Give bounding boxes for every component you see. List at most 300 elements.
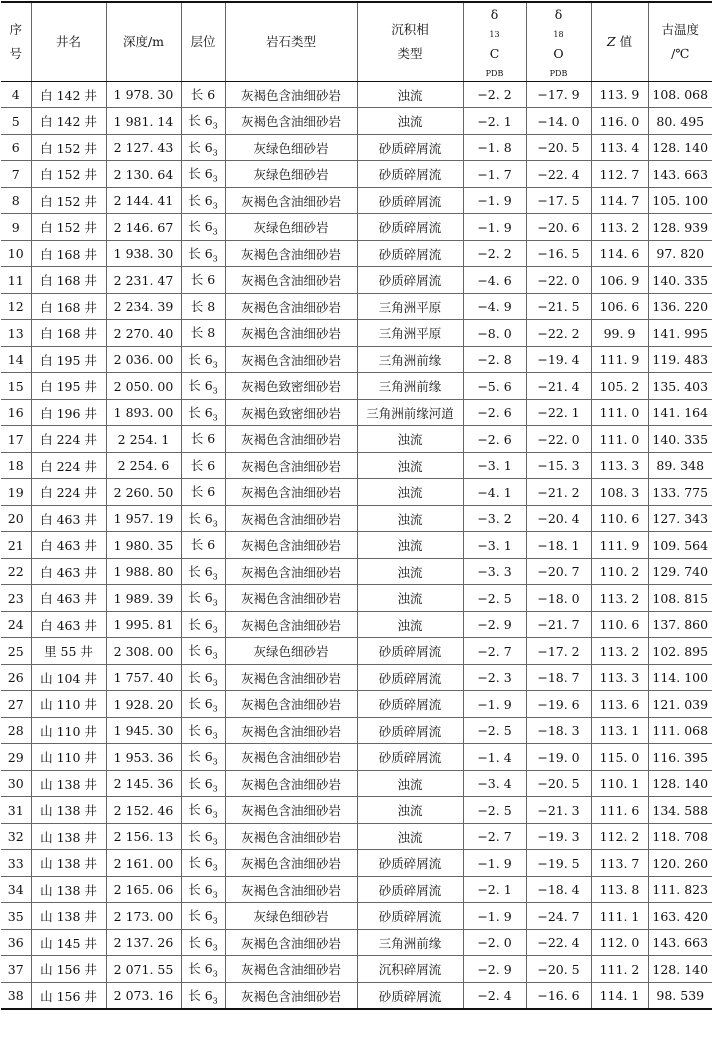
cell-rock: 灰褐色含油细砂岩: [225, 585, 357, 612]
cell-layer-main: 长 6: [188, 378, 213, 394]
cell-layer-main: 长 6: [188, 881, 213, 897]
cell-layer-main: 长 6: [190, 86, 216, 102]
cell-layer: [181, 320, 225, 347]
cell-layer: [181, 267, 225, 294]
cell-temp: 136. 220: [648, 293, 712, 320]
cell-d13c: −2. 5: [463, 797, 526, 824]
cell-layer-main: 长 6: [188, 192, 213, 208]
cell-layer-main: 长 6: [190, 431, 216, 447]
cell-layer-main: 长 6: [188, 245, 213, 261]
cell-d13c: −3. 4: [463, 770, 526, 797]
cell-depth: 2 270. 40: [106, 320, 181, 347]
cell-no: 26: [1, 664, 31, 691]
cell-temp: 105. 100: [648, 187, 712, 214]
cell-well: 白 195 井: [31, 373, 106, 400]
cell-no: 23: [1, 585, 31, 612]
header-seq-line1: 序: [9, 22, 22, 38]
header-layer: 层位: [181, 2, 225, 81]
cell-well: 白 463 井: [31, 505, 106, 532]
cell-no: 12: [1, 293, 31, 320]
cell-well: 白 463 井: [31, 585, 106, 612]
cell-z: 113. 2: [591, 585, 648, 612]
cell-depth: 1 978. 30: [106, 81, 181, 108]
table-row: [1, 611, 712, 638]
cell-layer: [181, 399, 225, 426]
cell-d18o: −21. 5: [526, 293, 591, 320]
header-paleotemp: [648, 2, 712, 81]
cell-layer: [181, 187, 225, 214]
cell-layer-main: 长 6: [188, 828, 213, 844]
table-row: [1, 903, 712, 930]
cell-d18o: −22. 0: [526, 426, 591, 453]
table-row: [1, 505, 712, 532]
cell-layer-sub: 3: [212, 360, 218, 370]
cell-d18o: −22. 4: [526, 929, 591, 956]
cell-layer-sub: 3: [212, 969, 218, 979]
cell-d18o: −24. 7: [526, 903, 591, 930]
cell-no: 9: [1, 214, 31, 241]
cell-layer-sub: 3: [212, 413, 218, 423]
cell-temp: 89. 348: [648, 452, 712, 479]
cell-layer-sub: 3: [212, 731, 218, 741]
cell-layer-main: 长 6: [188, 749, 213, 765]
cell-layer-main: 长 6: [188, 643, 213, 659]
cell-temp: 97. 820: [648, 240, 712, 267]
cell-temp: 102. 895: [648, 638, 712, 665]
cell-facies: 三角洲平原: [357, 293, 463, 320]
cell-facies: 砂质碎屑流: [357, 638, 463, 665]
header-d13c-delta: δ: [490, 7, 499, 22]
cell-layer-main: 长 8: [190, 298, 216, 314]
cell-facies: 砂质碎屑流: [357, 876, 463, 903]
cell-no: 32: [1, 823, 31, 850]
cell-rock: 灰褐色含油细砂岩: [225, 558, 357, 585]
cell-d18o: −22. 2: [526, 320, 591, 347]
cell-facies: 浊流: [357, 479, 463, 506]
cell-no: 15: [1, 373, 31, 400]
header-d18o: [526, 2, 591, 81]
cell-layer-sub: 3: [212, 598, 218, 608]
header-d18o-el: O: [553, 45, 564, 61]
cell-layer-main: 长 6: [188, 908, 213, 924]
cell-z: 112. 0: [591, 929, 648, 956]
cell-depth: 2 165. 06: [106, 876, 181, 903]
cell-rock: 灰褐色含油细砂岩: [225, 505, 357, 532]
cell-rock: 灰褐色含油细砂岩: [225, 611, 357, 638]
cell-temp: 80. 495: [648, 108, 712, 135]
cell-layer-main: 长 8: [190, 325, 216, 341]
table-row: [1, 426, 712, 453]
cell-no: 16: [1, 399, 31, 426]
cell-depth: 1 893. 00: [106, 399, 181, 426]
cell-layer: [181, 240, 225, 267]
cell-d18o: −21. 2: [526, 479, 591, 506]
cell-z: 113. 6: [591, 691, 648, 718]
cell-no: 29: [1, 744, 31, 771]
cell-layer-main: 长 6: [190, 457, 216, 473]
table-row: [1, 797, 712, 824]
cell-facies: 三角洲平原: [357, 320, 463, 347]
cell-temp: 128. 140: [648, 956, 712, 983]
cell-layer-main: 长 6: [188, 563, 213, 579]
cell-well: 白 463 井: [31, 611, 106, 638]
cell-d13c: −2. 9: [463, 611, 526, 638]
cell-no: 18: [1, 452, 31, 479]
cell-no: 31: [1, 797, 31, 824]
cell-d18o: −14. 0: [526, 108, 591, 135]
cell-rock: 灰褐色含油细砂岩: [225, 691, 357, 718]
cell-facies: 浊流: [357, 452, 463, 479]
cell-no: 5: [1, 108, 31, 135]
table-row: [1, 346, 712, 373]
cell-rock: 灰褐色含油细砂岩: [225, 956, 357, 983]
cell-d18o: −16. 6: [526, 982, 591, 1009]
header-d18o-delta: δ: [554, 7, 563, 22]
cell-facies: 砂质碎屑流: [357, 664, 463, 691]
cell-layer: [181, 452, 225, 479]
cell-depth: 2 254. 6: [106, 452, 181, 479]
cell-depth: 2 073. 16: [106, 982, 181, 1009]
cell-rock: 灰褐色含油细砂岩: [225, 108, 357, 135]
header-d18o-sub: PDB: [549, 68, 568, 78]
cell-temp: 133. 775: [648, 479, 712, 506]
table-row: [1, 214, 712, 241]
cell-rock: 灰褐色含油细砂岩: [225, 452, 357, 479]
cell-layer-main: 长 6: [188, 590, 213, 606]
table-row: [1, 134, 712, 161]
cell-layer-main: 长 6: [188, 616, 213, 632]
cell-d13c: −2. 0: [463, 929, 526, 956]
cell-d18o: −17. 9: [526, 81, 591, 108]
cell-layer-main: 长 6: [188, 404, 213, 420]
cell-layer-sub: 3: [212, 863, 218, 873]
cell-no: 33: [1, 850, 31, 877]
cell-d18o: −20. 7: [526, 558, 591, 585]
cell-no: 25: [1, 638, 31, 665]
cell-layer: [181, 373, 225, 400]
cell-layer-main: 长 6: [188, 139, 213, 155]
cell-layer-main: 长 6: [188, 802, 213, 818]
cell-no: 22: [1, 558, 31, 585]
cell-layer-sub: 3: [212, 227, 218, 237]
cell-d13c: −2. 1: [463, 108, 526, 135]
cell-depth: 1 928. 20: [106, 691, 181, 718]
cell-well: 白 152 井: [31, 161, 106, 188]
header-rock-type: 岩石类型: [225, 2, 357, 81]
cell-z: 106. 6: [591, 293, 648, 320]
cell-facies: 三角洲前缘河道: [357, 399, 463, 426]
cell-z: 110. 1: [591, 770, 648, 797]
cell-rock: 灰褐色含油细砂岩: [225, 744, 357, 771]
cell-depth: 2 161. 00: [106, 850, 181, 877]
header-paleotemp-line2: /℃: [671, 45, 690, 61]
cell-depth: 1 938. 30: [106, 240, 181, 267]
cell-no: 27: [1, 691, 31, 718]
cell-z: 111. 1: [591, 903, 648, 930]
cell-layer: [181, 770, 225, 797]
cell-layer: [181, 426, 225, 453]
cell-d13c: −2. 7: [463, 823, 526, 850]
cell-no: 7: [1, 161, 31, 188]
cell-layer-sub: 3: [212, 201, 218, 211]
cell-well: 白 152 井: [31, 214, 106, 241]
cell-depth: 1 989. 39: [106, 585, 181, 612]
cell-rock: 灰褐色致密细砂岩: [225, 399, 357, 426]
cell-facies: 砂质碎屑流: [357, 240, 463, 267]
cell-z: 112. 2: [591, 823, 648, 850]
cell-well: 白 463 井: [31, 532, 106, 559]
header-d13c-sub: PDB: [485, 68, 504, 78]
cell-z: 106. 9: [591, 267, 648, 294]
cell-d18o: −20. 5: [526, 134, 591, 161]
cell-rock: 灰绿色细砂岩: [225, 214, 357, 241]
cell-well: 里 55 井: [31, 638, 106, 665]
cell-well: 山 138 井: [31, 770, 106, 797]
cell-depth: 2 137. 26: [106, 929, 181, 956]
cell-no: 34: [1, 876, 31, 903]
cell-layer: [181, 850, 225, 877]
cell-z: 111. 6: [591, 797, 648, 824]
cell-well: 白 168 井: [31, 293, 106, 320]
table-row: [1, 399, 712, 426]
cell-depth: 2 308. 00: [106, 638, 181, 665]
cell-facies: 砂质碎屑流: [357, 134, 463, 161]
cell-layer-main: 长 6: [188, 166, 213, 182]
cell-rock: 灰绿色细砂岩: [225, 161, 357, 188]
cell-d18o: −19. 6: [526, 691, 591, 718]
cell-well: 山 138 井: [31, 903, 106, 930]
cell-d13c: −5. 6: [463, 373, 526, 400]
cell-z: 112. 7: [591, 161, 648, 188]
cell-depth: 2 173. 00: [106, 903, 181, 930]
table-row: [1, 876, 712, 903]
cell-d13c: −4. 6: [463, 267, 526, 294]
table-row: [1, 81, 712, 108]
cell-d18o: −17. 2: [526, 638, 591, 665]
cell-layer-sub: 3: [212, 890, 218, 900]
cell-layer: [181, 81, 225, 108]
cell-layer-sub: 3: [212, 837, 218, 847]
header-d18o-symbol: [527, 27, 591, 81]
cell-d18o: −20. 4: [526, 505, 591, 532]
cell-depth: 2 146. 67: [106, 214, 181, 241]
cell-z: 114. 1: [591, 982, 648, 1009]
cell-layer-sub: 3: [212, 148, 218, 158]
cell-d18o: −20. 5: [526, 956, 591, 983]
cell-facies: 砂质碎屑流: [357, 214, 463, 241]
cell-d18o: −19. 4: [526, 346, 591, 373]
table-row: [1, 240, 712, 267]
cell-d13c: −2. 3: [463, 664, 526, 691]
cell-rock: 灰褐色含油细砂岩: [225, 770, 357, 797]
cell-d18o: −16. 5: [526, 240, 591, 267]
cell-d13c: −4. 9: [463, 293, 526, 320]
cell-layer-main: 长 6: [188, 775, 213, 791]
cell-temp: 140. 335: [648, 426, 712, 453]
cell-well: 白 168 井: [31, 320, 106, 347]
cell-d13c: −2. 8: [463, 346, 526, 373]
cell-rock: 灰褐色含油细砂岩: [225, 982, 357, 1009]
cell-z: 113. 7: [591, 850, 648, 877]
cell-z: 113. 3: [591, 452, 648, 479]
cell-temp: 128. 939: [648, 214, 712, 241]
cell-depth: 2 127. 43: [106, 134, 181, 161]
cell-facies: 三角洲前缘: [357, 929, 463, 956]
cell-rock: 灰褐色含油细砂岩: [225, 479, 357, 506]
cell-d13c: −2. 9: [463, 956, 526, 983]
cell-no: 21: [1, 532, 31, 559]
table-row: [1, 664, 712, 691]
cell-facies: 砂质碎屑流: [357, 187, 463, 214]
cell-layer-sub: 3: [212, 519, 218, 529]
cell-facies: 浊流: [357, 558, 463, 585]
cell-well: 山 138 井: [31, 876, 106, 903]
cell-temp: 111. 823: [648, 876, 712, 903]
cell-d18o: −19. 5: [526, 850, 591, 877]
cell-z: 110. 6: [591, 505, 648, 532]
cell-well: 白 168 井: [31, 240, 106, 267]
cell-z: 114. 7: [591, 187, 648, 214]
cell-layer: [181, 293, 225, 320]
header-d13c: [463, 2, 526, 81]
cell-facies: 浊流: [357, 823, 463, 850]
cell-temp: 143. 663: [648, 161, 712, 188]
cell-facies: 砂质碎屑流: [357, 691, 463, 718]
table-row: [1, 558, 712, 585]
cell-well: 山 110 井: [31, 717, 106, 744]
cell-facies: 砂质碎屑流: [357, 744, 463, 771]
cell-d18o: −21. 4: [526, 373, 591, 400]
cell-temp: 141. 995: [648, 320, 712, 347]
cell-z: 108. 3: [591, 479, 648, 506]
cell-no: 28: [1, 717, 31, 744]
cell-layer-sub: 3: [212, 572, 218, 582]
cell-layer-sub: 3: [212, 943, 218, 953]
cell-z: 111. 0: [591, 399, 648, 426]
cell-rock: 灰褐色含油细砂岩: [225, 664, 357, 691]
cell-z: 110. 6: [591, 611, 648, 638]
cell-well: 白 152 井: [31, 187, 106, 214]
table-row: [1, 929, 712, 956]
cell-d13c: −2. 5: [463, 585, 526, 612]
table-row: [1, 823, 712, 850]
cell-layer-sub: 3: [212, 704, 218, 714]
cell-layer: [181, 611, 225, 638]
cell-depth: 2 145. 36: [106, 770, 181, 797]
table-row: [1, 108, 712, 135]
cell-temp: 121. 039: [648, 691, 712, 718]
cell-d18o: −21. 3: [526, 797, 591, 824]
header-d13c-symbol: [464, 27, 526, 81]
cell-layer: [181, 929, 225, 956]
cell-facies: 浊流: [357, 426, 463, 453]
cell-layer-sub: 3: [212, 625, 218, 635]
cell-layer: [181, 744, 225, 771]
cell-layer-sub: 3: [212, 757, 218, 767]
header-paleotemp-line1: 古温度: [661, 22, 699, 38]
cell-z: 111. 2: [591, 956, 648, 983]
cell-depth: 2 234. 39: [106, 293, 181, 320]
cell-d18o: −19. 0: [526, 744, 591, 771]
cell-depth: 2 130. 64: [106, 161, 181, 188]
cell-well: 白 142 井: [31, 81, 106, 108]
cell-z: 105. 2: [591, 373, 648, 400]
cell-layer-main: 长 6: [190, 537, 216, 553]
cell-layer: [181, 558, 225, 585]
cell-layer: [181, 479, 225, 506]
cell-facies: 砂质碎屑流: [357, 267, 463, 294]
table-row: [1, 479, 712, 506]
cell-layer: [181, 214, 225, 241]
cell-temp: 108. 815: [648, 585, 712, 612]
cell-depth: 1 953. 36: [106, 744, 181, 771]
cell-layer: [181, 956, 225, 983]
table-row: [1, 267, 712, 294]
cell-no: 36: [1, 929, 31, 956]
cell-rock: 灰褐色含油细砂岩: [225, 532, 357, 559]
cell-layer: [181, 134, 225, 161]
header-row: [1, 2, 712, 81]
cell-depth: 2 036. 00: [106, 346, 181, 373]
cell-rock: 灰褐色含油细砂岩: [225, 267, 357, 294]
cell-temp: 140. 335: [648, 267, 712, 294]
cell-d13c: −1. 9: [463, 691, 526, 718]
cell-layer-main: 长 6: [188, 987, 213, 1003]
cell-d13c: −2. 6: [463, 399, 526, 426]
cell-facies: 浊流: [357, 108, 463, 135]
cell-no: 37: [1, 956, 31, 983]
cell-d13c: −1. 7: [463, 161, 526, 188]
cell-temp: 134. 588: [648, 797, 712, 824]
cell-depth: 2 071. 55: [106, 956, 181, 983]
cell-layer-sub: 3: [212, 678, 218, 688]
cell-z: 116. 0: [591, 108, 648, 135]
cell-temp: 98. 539: [648, 982, 712, 1009]
header-seq: [1, 2, 31, 81]
cell-z: 113. 1: [591, 717, 648, 744]
cell-well: 山 138 井: [31, 797, 106, 824]
table-row: [1, 187, 712, 214]
cell-temp: 135. 403: [648, 373, 712, 400]
cell-facies: 浊流: [357, 797, 463, 824]
cell-temp: 120. 260: [648, 850, 712, 877]
cell-layer: [181, 823, 225, 850]
cell-layer-sub: 3: [212, 121, 218, 131]
cell-layer-sub: 3: [212, 651, 218, 661]
table-row: [1, 691, 712, 718]
cell-z: 111. 0: [591, 426, 648, 453]
cell-z: 113. 8: [591, 876, 648, 903]
cell-no: 8: [1, 187, 31, 214]
table-row: [1, 956, 712, 983]
cell-depth: 2 254. 1: [106, 426, 181, 453]
cell-d13c: −2. 2: [463, 240, 526, 267]
cell-layer-main: 长 6: [188, 669, 213, 685]
cell-well: 白 224 井: [31, 479, 106, 506]
cell-d13c: −8. 0: [463, 320, 526, 347]
cell-facies: 浊流: [357, 532, 463, 559]
cell-d18o: −18. 7: [526, 664, 591, 691]
cell-layer: [181, 717, 225, 744]
cell-depth: 2 152. 46: [106, 797, 181, 824]
cell-d18o: −19. 3: [526, 823, 591, 850]
cell-d18o: −17. 5: [526, 187, 591, 214]
header-d18o-sup: 18: [553, 29, 564, 39]
cell-d13c: −2. 2: [463, 81, 526, 108]
cell-rock: 灰褐色含油细砂岩: [225, 240, 357, 267]
cell-temp: 108. 068: [648, 81, 712, 108]
cell-facies: 浊流: [357, 611, 463, 638]
